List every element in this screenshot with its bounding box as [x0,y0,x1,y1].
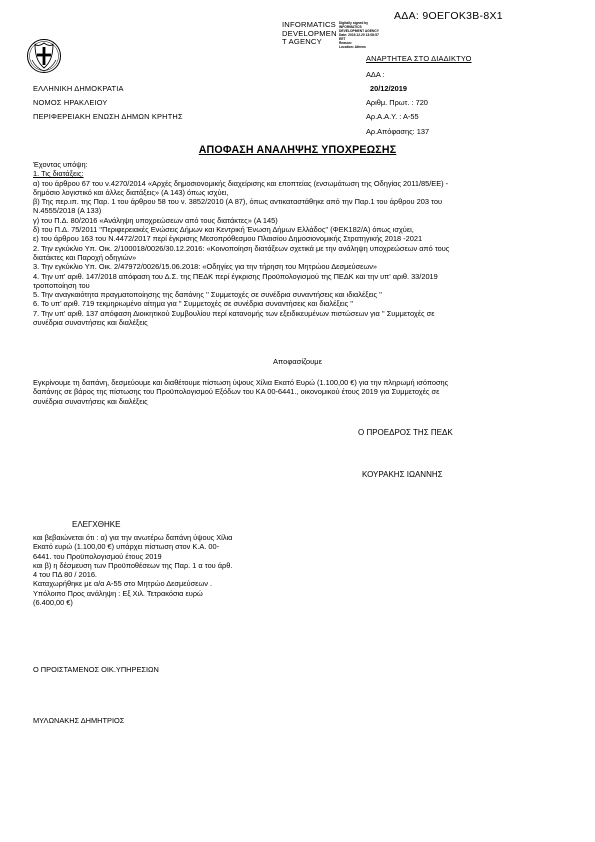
ada-label: ΑΔΑ : [366,70,385,79]
issuer-line: ΠΕΡΙΦΕΡΕΙΑΚΗ ΕΝΩΣΗ ΔΗΜΩΝ ΚΡΗΤΗΣ [33,112,183,121]
informatics-line: INFORMATICS [282,20,336,29]
decision-number: Αρ.Απόφασης: 137 [366,127,430,136]
consideration-line: β) Της περ.ιπ. της Παρ. 1 του άρθρου 58 του ν. 3852/2010 (Α 87), όπως αντικαταστάθηκε από την Παρ.1 του άρθρου 203 του [33,197,442,207]
consideration-line: τροποποίηση του [33,280,90,290]
signature-line: Date: 2019.12.20 13:08:57 [339,33,379,37]
issuer-line: ΕΛΛΗΝΙΚΗ ΔΗΜΟΚΡΑΤΙΑ [33,84,124,93]
checked-heading: ΕΛΕΓΧΘΗΚΕ [72,520,121,529]
ada-code: ΑΔΑ: 9ΟΕΓΟΚ3Β-8Χ1 [394,10,503,22]
head-of-services-role: Ο ΠΡΟΙΣΤΑΜΕΝΟΣ ΟΙΚ.ΥΠΗΡΕΣΙΩΝ [33,665,159,674]
consideration-line: 3. Την εγκύκλιο Υπ. Οικ. 2/47972/0026/15.06.2018: «Οδηγίες για την τήρηση του Μητρώου Δεσμεύσεων» [33,262,378,272]
consideration-line: διατάκτες και Παροχή οδηγιών» [33,252,137,262]
digital-signature-stamp [339,21,379,49]
checked-section [33,533,293,607]
checked-line: Καταχωρήθηκε με α/α Α-55 στο Μητρώο Δεσμεύσεων . [33,579,213,589]
checked-line: 6441. του Προϋπολογισμού έτους 2019 [33,551,162,561]
checked-line: Υπόλοιπο Προς ανάληψη : Εξ Χιλ. Τετρακόσια ευρώ [33,588,203,598]
decision-line: συνέδρια συναντήσεις και διαλέξεις [33,396,148,406]
issuer-line: ΝΟΜΟΣ ΗΡΑΚΛΕΙΟΥ [33,98,108,107]
consideration-line: ε) του άρθρου 163 του Ν.4472/2017 περί έγκρισης Μεσοπρόθεσμου Πλαισίου Δημοσιονομικής Στρατηγικής 2018 -2021 [33,234,423,244]
provisions-label: 1. Τις διατάξεις: [33,169,84,179]
post-online-label: ΑΝΑΡΤΗΤΕΑ ΣΤΟ ΔΙΑΔΙΚΤΥΟ [366,54,472,63]
signature-line: Location: Athens [339,45,366,49]
aay-number: Αρ.Α.Α.Υ. : Α-55 [366,112,419,121]
consideration-line: δημόσιο λογιστικό και άλλες διατάξεις» (Α 143) όπως ισχύει, [33,187,229,197]
informatics-agency [282,21,337,47]
checked-line: και β) η δέσμευση των Προϋποθέσεων της Παρ. 1 α του άρθ. [33,560,233,570]
consideration-line: Ν.4555/2018 (Α 133) [33,206,102,216]
signature-line: EET [339,37,346,41]
document-date: 20/12/2019 [370,84,407,93]
signature-line: Digitally signed by [339,21,369,25]
consideration-line: 6. Το υπ' αριθ. 719 τεκμηριωμένο αίτημα για '' Συμμετοχές σε συνέδρια συναντήσεις και διαλέξεις '' [33,299,354,309]
decision-section [33,378,563,406]
document-title: ΑΠΟΦΑΣΗ ΑΝΑΛΗΨΗΣ ΥΠΟΧΡΕΩΣΗΣ [198,144,397,156]
decision-line: δαπάνης σε βάρος της πίστωσης του Προϋπολογισμού Εξόδων του ΚΑ 00-6441., οικονομικού έτους 2019 για Συμμετοχές σε [33,387,440,397]
consideration-line: γ) του Π.Δ. 80/2016 «Ανάληψη υποχρεώσεων από τους διατάκτες» (Α 145) [33,215,278,225]
head-of-services-name: ΜΥΛΩΝΑΚΗΣ ΔΗΜΗΤΡΙΟΣ [33,716,125,725]
consideration-line: δ) του Π.Δ. 75/2011 ''Περιφερειακές Ενώσεις Δήμων και Κεντρική Ένωση Δήμων Ελλάδος'' (ΦΕΚ182/Α) όπως ισχύει, [33,225,414,235]
checked-line: (6.400,00 €) [33,598,73,608]
signature-line: Reason: [339,41,353,45]
president-role: Ο ΠΡΟΕΔΡΟΣ ΤΗΣ ΠΕΔΚ [358,428,453,437]
decide-label: Αποφασίζουμε [272,357,323,366]
consideration-line: 4. Την υπ' αριθ. 147/2018 απόφαση του Δ.Σ. της ΠΕΔΚ περί έγκρισης Προϋπολογισμού της ΠΕΔΚ και την υπ' αριθ. 33/2019 [33,271,438,281]
checked-line: Εκατό ευρώ (1.100,00 €) υπάρχει πίστωση στον Κ.Α. 00- [33,542,220,552]
signature-line: INFORMATICS [339,25,362,29]
signature-line: DEVELOPMENT AGENCY [339,29,379,33]
checked-line: και βεβαιώνεται ότι : α) για την ανωτέρω δαπάνη ύψους Χίλια [33,533,233,542]
protocol-number: Αριθμ. Πρωτ. : 720 [366,98,428,107]
president-name: ΚΟΥΡΑΚΗΣ ΙΩΑΝΝΗΣ [362,470,443,479]
checked-line: 4 του ΠΔ 80 / 2016. [33,570,97,580]
considering-label: Έχοντας υπόψη: [33,160,88,169]
consideration-line: 5. Την αναγκαιότητα πραγματοποίησης της δαπάνης '' Συμμετοχές σε συνέδρια συναντήσεις και ιδιαλέξεις '' [33,290,382,300]
consideration-line: συνέδρια συναντήσεις και διαλέξεις [33,318,148,328]
greek-emblem-icon [26,38,62,74]
informatics-line: DEVELOPMEN [282,28,337,38]
consideration-line: 7. Την υπ' αριθ. 137 απόφαση Διοικητικού Συμβουλίου περί κατανομής των εξειδικευμένων πιστώσεων για '' Συμμετοχές σε [33,308,435,318]
decision-line: Εγκρίνουμε τη δαπάνη, δεσμεύουμε και διαθέτουμε πίστωση ύψους Χίλια Εκατό Ευρώ (1.100,00 €) για την πληρωμή ισόποσης [33,378,449,387]
informatics-line: T AGENCY [282,37,322,47]
consideration-line: α) του άρθρου 67 του ν.4270/2014 «Αρχές δημοσιονομικής διαχείρισης και εποπτείας (ενσωμάτωση της Οδηγίας 2011/85/ΕΕ) - [33,178,449,188]
consideration-line: 2. Την εγκύκλιο Υπ. Οικ. 2/100018/0026/30.12.2016: «Κοινοποίηση διατάξεων σχετικά με την ανάληψη υποχρεώσεων από τους [33,243,450,253]
considerations-section [33,160,563,327]
